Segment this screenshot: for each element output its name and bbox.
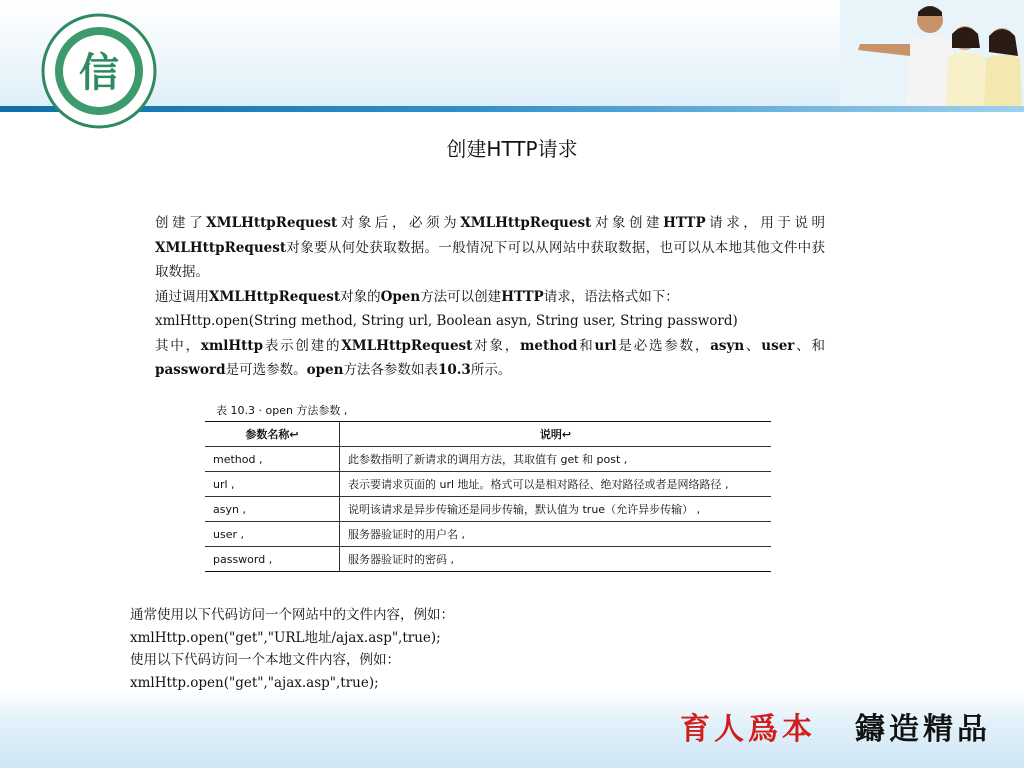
table-header-row [205, 422, 771, 447]
example-intro-remote: 通常使用以下代码访问一个网站中的文件内容，例如： [130, 607, 454, 623]
param-description: 表示要请求页面的 url 地址。格式可以是相对路径、绝对路径或者是网络路径 , [340, 472, 772, 497]
header-description: 说明↩ [340, 422, 772, 447]
students-photo [840, 0, 1024, 106]
param-name: password , [205, 547, 340, 572]
table-row [205, 547, 771, 572]
param-name: method , [205, 447, 340, 472]
example-code-remote: xmlHttp.open("get","URL地址/ajax.asp",true); [130, 629, 441, 646]
usage-examples [130, 604, 730, 694]
syntax-line: xmlHttp.open(String method, String url, Boolean asyn, String user, String password) [155, 313, 738, 329]
paragraph-intro: 创建了XMLHttpRequest对象后，必须为XMLHttpRequest对象创建HTTP请求，用于说明XMLHttpRequest对象要从何处获取数据。一般情况下可以从网站中获取数据，也可以从本地其他文件中获取数据。 [155, 215, 826, 280]
logo-glyph: 信 [79, 49, 119, 96]
param-description: 此参数指明了新请求的调用方法，其取值有 get 和 post , [340, 447, 772, 472]
slogan-red: 育人爲本 [680, 712, 816, 747]
table-caption: 表 10.3 · open 方法参数 , [216, 404, 348, 417]
table-row [205, 447, 771, 472]
param-name: user , [205, 522, 340, 547]
slide-title: 创建HTTP请求 [446, 137, 578, 161]
param-description: 说明该请求是异步传输还是同步传输，默认值为 true（允许异步传输） , [340, 497, 772, 522]
param-description: 服务器验证时的密码 , [340, 547, 772, 572]
table-row [205, 522, 771, 547]
example-code-local: xmlHttp.open("get","ajax.asp",true); [130, 674, 379, 691]
param-name: asyn , [205, 497, 340, 522]
paragraph-open: 通过调用XMLHttpRequest对象的Open方法可以创建HTTP请求，语法格式如下： [155, 288, 679, 305]
paragraph-params: 其中，xmlHttp表示创建的XMLHttpRequest对象，method和url是必选参数，asyn、user、和password是可选参数。open方法各参数如表10.3所示。 [155, 337, 826, 378]
header-param-name: 参数名称↩ [205, 422, 340, 447]
example-intro-local: 使用以下代码访问一个本地文件内容，例如： [130, 652, 400, 668]
slogan-dark: 鑄造精品 [855, 712, 991, 747]
param-description: 服务器验证时的用户名 , [340, 522, 772, 547]
college-logo [40, 12, 158, 130]
body-text [155, 211, 825, 383]
params-table [205, 421, 771, 572]
table-row [205, 497, 771, 522]
param-name: url , [205, 472, 340, 497]
table-row [205, 472, 771, 497]
